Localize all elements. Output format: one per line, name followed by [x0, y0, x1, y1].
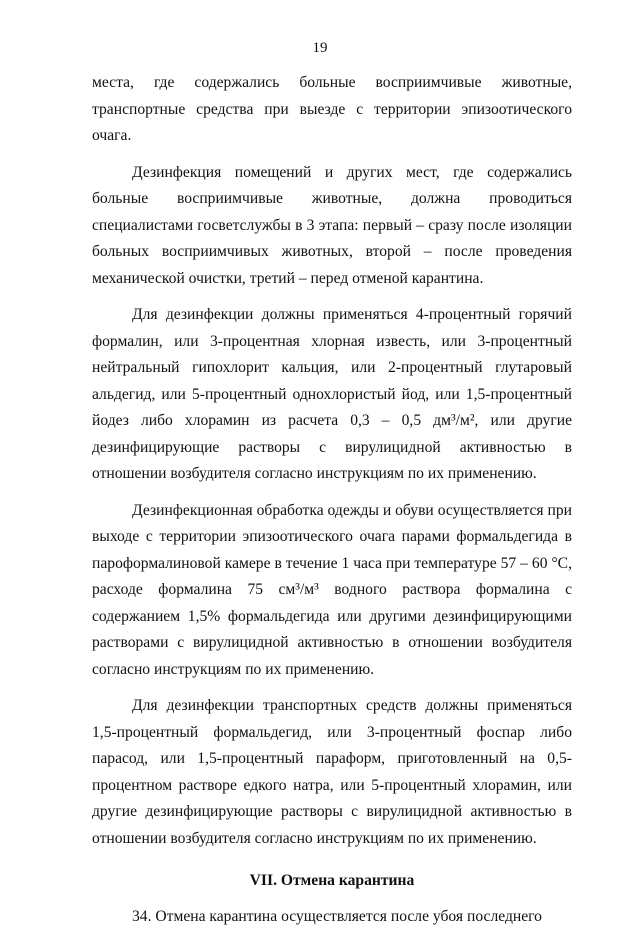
- page-number: 19: [312, 40, 328, 56]
- document-body: [92, 70, 572, 941]
- paragraph-34: 34. Отмена карантина осуществляется после убоя последнего: [132, 908, 542, 925]
- paragraph-1: места, где содержались больные восприимчивые животные, транспортные средства при выезде с территории эпизоотического очага.: [92, 74, 572, 144]
- paragraph-5: Для дезинфекции транспортных средств должны применяться 1,5-процентный формальдегид, или 3-процентный фоспар либо парасод, или 1,5-процентный параформ, приготовленный на 0,5-процентном растворе едкого натра, или 5-процентный хлорамин, или другие дезинфицирующие растворы с вирулицидной активностью в отношении возбудителя согласно инструкциям по их применению.: [92, 697, 572, 847]
- section-heading: VII. Отмена карантина: [249, 872, 415, 889]
- paragraph-4: Дезинфекционная обработка одежды и обуви осуществляется при выходе с территории эпизоотического очага парами формальдегида в пароформалиновой камере в течение 1 часа при температуре 57 – 60 °С, расходе формалина 75 см³/м³ водного раствора формалина с содержанием 1,5% формальдегида или другими дезинфицирующими растворами с вирулицидной активностью в отношении возбудителя согласно инструкциям по их применению.: [92, 501, 572, 678]
- paragraph-2: Дезинфекция помещений и других мест, где содержались больные восприимчивые животные, должна проводиться специалистами госветслужбы в 3 этапа: первый – сразу после изоляции больных восприимчивых животных, второй – после проведения механической очистки, третий – перед отменой карантина.: [92, 163, 572, 287]
- paragraph-3: Для дезинфекции должны применяться 4-процентный горячий формалин, или 3-процентная хлорная известь, или 3-процентный нейтральный гипохлорит кальция, или 2-процентный глутаровый альдегид, или 5-процентный однохлористый йод, или 1,5-процентный йодез либо хлорамин из расчета 0,3 – 0,5 дм³/м², или другие дезинфицирующие растворы с вирулицидной активностью в отношении возбудителя согласно инструкциям по их применению.: [92, 306, 572, 482]
